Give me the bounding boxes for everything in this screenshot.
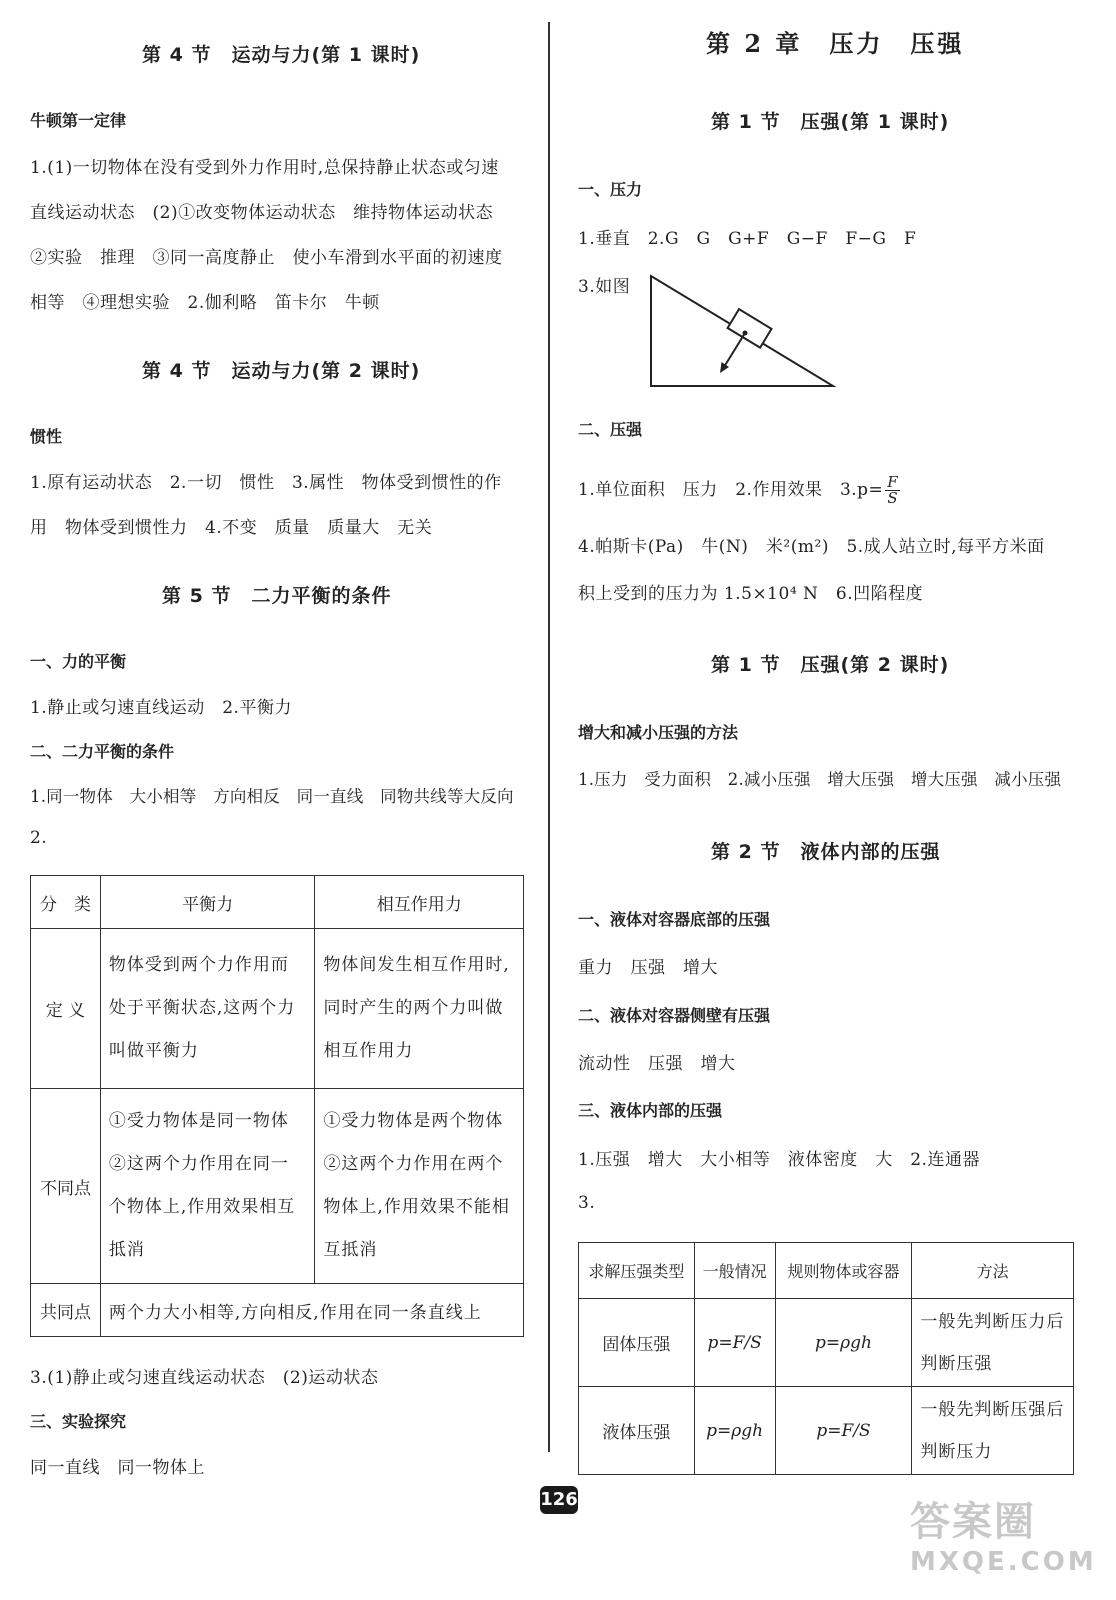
table-header: 分 类: [31, 876, 101, 929]
text-line: 流动性 压强 增大: [578, 1054, 736, 1074]
subheading: 三、液体内部的压强: [578, 1101, 723, 1120]
text-line: 直线运动状态 (2)①改变物体运动状态 维持物体运动状态: [30, 203, 494, 223]
table-cell: 一般先判断压强后判断压力: [912, 1387, 1074, 1475]
pressure-method-table: [578, 1242, 1074, 1475]
table-row-label: 定 义: [31, 929, 101, 1089]
text-line: 同一直线 同一物体上: [30, 1458, 205, 1478]
text-line: 重力 压强 增大: [578, 958, 718, 978]
text-line: 4.帕斯卡(Pa) 牛(N) 米²(m²) 5.成人站立时,每平方米面: [578, 537, 1045, 557]
fraction-numerator: F: [887, 473, 899, 491]
subheading: 二、液体对容器侧壁有压强: [578, 1006, 771, 1025]
table-cell: ①受力物体是两个物体 ②这两个力作用在两个物体上,作用效果不能相互抵消: [315, 1089, 524, 1284]
table-cell: 两个力大小相等,方向相反,作用在同一条直线上: [100, 1284, 523, 1337]
force-comparison-table: [30, 875, 524, 1337]
text-line: [578, 475, 900, 506]
table-cell: 物体间发生相互作用时,同时产生的两个力叫做相互作用力: [315, 929, 524, 1089]
table-header: 求解压强类型: [579, 1243, 695, 1299]
text-line: 3.如图: [578, 277, 631, 297]
text-line: 1.同一物体 大小相等 方向相反 同一直线 同物共线等大反向: [30, 787, 514, 806]
table-cell: p=F/S: [775, 1387, 912, 1475]
text-line: 1.垂直 2.G G G+F G−F F−G F: [578, 229, 917, 249]
text-line: 1.压力 受力面积 2.减小压强 增大压强 增大压强 减小压强: [578, 770, 1062, 789]
subheading: 一、液体对容器底部的压强: [578, 910, 771, 929]
page-number: 126: [540, 1486, 578, 1514]
text-line: 积上受到的压力为 1.5×10⁴ N 6.凹陷程度: [578, 584, 924, 604]
table-cell: p=F/S: [694, 1299, 775, 1387]
force-arrow-line: [724, 333, 745, 367]
fraction: [885, 475, 900, 506]
watermark-logo-text: 答案圈: [910, 1499, 1036, 1545]
incline-pressure-diagram: [648, 272, 838, 392]
table-header: 平衡力: [100, 876, 315, 929]
section-title: 第 2 节 液体内部的压强: [711, 841, 941, 863]
watermark-url: MXQE.COM: [910, 1547, 1097, 1577]
text-line: 用 物体受到惯性力 4.不变 质量 质量大 无关: [30, 518, 433, 538]
table-row-label: 液体压强: [579, 1387, 695, 1475]
table-cell: 一般先判断压力后判断压强: [912, 1299, 1074, 1387]
text-line: 2.: [30, 828, 48, 848]
section-title: 第 4 节 运动与力(第 2 课时): [142, 360, 421, 382]
subheading: 三、实验探究: [30, 1412, 127, 1431]
subheading: 二、二力平衡的条件: [30, 742, 175, 761]
table-header: 规则物体或容器: [775, 1243, 912, 1299]
fraction-denominator: S: [887, 489, 899, 507]
subheading: 二、压强: [578, 420, 643, 439]
table-cell: p=ρgh: [694, 1387, 775, 1475]
subheading: 牛顿第一定律: [30, 111, 127, 130]
text-line: 1.静止或匀速直线运动 2.平衡力: [30, 698, 292, 718]
table-row-label: 不同点: [31, 1089, 101, 1284]
section-title: 第 1 节 压强(第 1 课时): [711, 111, 950, 133]
text-line: ②实验 推理 ③同一高度静止 使小车滑到水平面的初速度: [30, 248, 503, 268]
subheading: 惯性: [30, 427, 63, 446]
text-line: 1.压强 增大 大小相等 液体密度 大 2.连通器: [578, 1150, 980, 1170]
subheading: 一、压力: [578, 180, 643, 199]
section-title: 第 1 节 压强(第 2 课时): [711, 654, 950, 676]
table-header: 一般情况: [694, 1243, 775, 1299]
section-title: 第 5 节 二力平衡的条件: [162, 585, 392, 607]
subheading: 一、力的平衡: [30, 652, 127, 671]
text-segment: 1.单位面积 压力 2.作用效果 3.p=: [578, 480, 884, 500]
table-cell: 物体受到两个力作用而处于平衡状态,这两个力叫做平衡力: [100, 929, 315, 1089]
text-line: 3.: [578, 1193, 596, 1213]
table-header: 方法: [912, 1243, 1074, 1299]
section-title: 第 4 节 运动与力(第 1 课时): [142, 44, 421, 66]
text-line: 3.(1)静止或匀速直线运动状态 (2)运动状态: [30, 1368, 379, 1388]
table-row-label: 共同点: [31, 1284, 101, 1337]
block: [728, 309, 772, 348]
text-line: 1.原有运动状态 2.一切 惯性 3.属性 物体受到惯性的作: [30, 473, 502, 493]
table-cell: ①受力物体是同一物体 ②这两个力作用在同一个物体上,作用效果相互抵消: [100, 1089, 315, 1284]
table-header: 相互作用力: [315, 876, 524, 929]
subheading: 增大和减小压强的方法: [578, 723, 739, 742]
text-line: 相等 ④理想实验 2.伽利略 笛卡尔 牛顿: [30, 293, 380, 313]
table-cell: p=ρgh: [775, 1299, 912, 1387]
table-row-label: 固体压强: [579, 1299, 695, 1387]
chapter-title: 第 2 章 压力 压强: [706, 29, 965, 58]
arrow-head-icon: [720, 362, 729, 373]
text-line: 1.(1)一切物体在没有受到外力作用时,总保持静止状态或匀速: [30, 158, 499, 178]
column-divider: [548, 22, 550, 1452]
watermark: [910, 1490, 1097, 1577]
